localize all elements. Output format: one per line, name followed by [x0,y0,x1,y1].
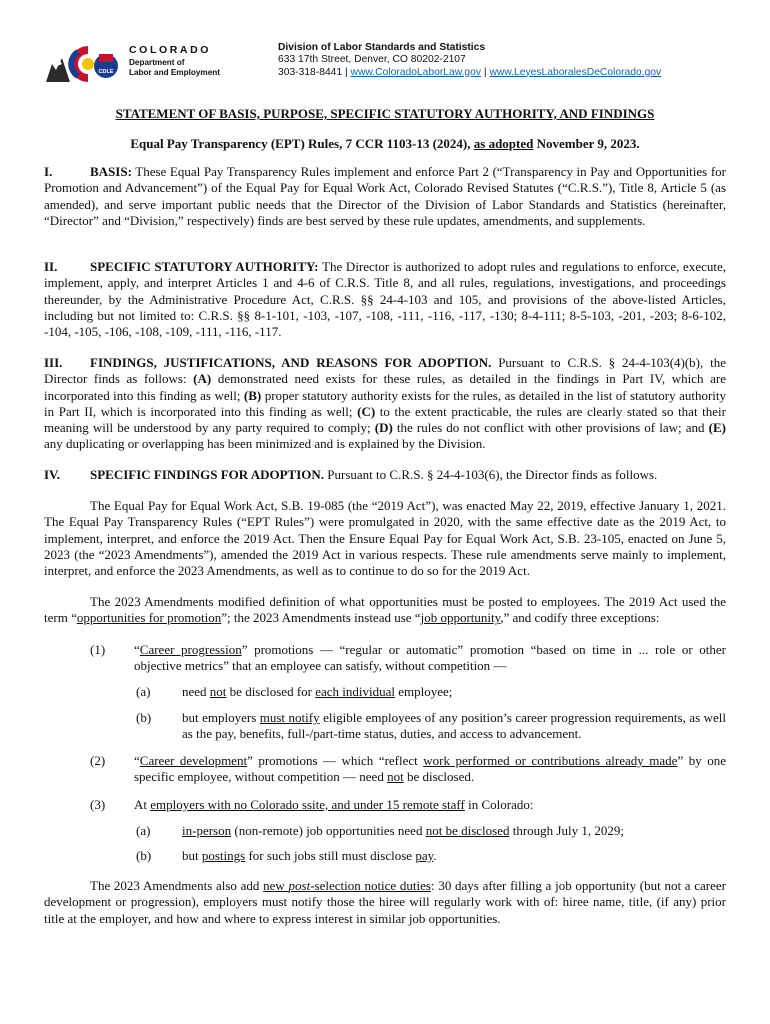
document-title: STATEMENT OF BASIS, PURPOSE, SPECIFIC STATUTORY AUTHORITY, AND FINDINGS [115,106,655,121]
section-body: These Equal Pay Transparency Rules implement and enforce Part 2 (“Transparency in Pay and Opportunities for Promotion and Advancement”) of the Equal Pay for Equal Work Act, Colorado Revised Statutes (“C.R.S.”), Title 8, Article 5 (as amended), and serve important public needs that the Director of the Division of Labor Standards and Statistics (hereinafter, “Director” and “Division,” respectively) finds are best served by these rule updates, amendments, and supplements. [44,164,726,228]
paragraph-2019-act: The Equal Pay for Equal Work Act, S.B. 19-085 (the “2019 Act”), was enacted May 22, 2019, effective January 1, 2021. The Equal Pay Transparency Rules (“EPT Rules”) were promulgated in 2020, with the same effective date as the 2019 Act, to implement, interpret, and enforce the 2019 Act. Then the Ensure Equal Pay for Equal Work Act, S.B. 23-105, enacted on June 5, 2023 (the “2023 Amendments”), amended the 2019 Act in various respects. These rule amendments serve mainly to implement, interpret, and enforce the 2023 Amendments, as well as to continue to do so for the 2019 Act. [44,498,726,579]
division-address: 633 17th Street, Denver, CO 80202-2107 [278,54,466,66]
brand-dept-line2: Labor and Employment [129,67,220,77]
section-heading: FINDINGS, JUSTIFICATIONS, AND REASONS FOR ADOPTION. [90,355,492,370]
separator: | [481,66,490,78]
section-heading: SPECIFIC STATUTORY AUTHORITY: [90,259,319,274]
link-colorado-labor-law[interactable]: www.ColoradoLaborLaw.gov [350,66,482,78]
section-number: II. [44,259,58,274]
phone-number: 303-318-8441 [278,66,343,78]
logo-badge-text: CDLE [98,69,114,75]
section-heading: BASIS: [90,164,132,179]
paragraph-post-selection-notice: The 2023 Amendments also add new post-selection notice duties: 30 days after filling a job opportunity (but not a career development or progression), employers must notify those the hiree will regularly work with of: hiree name, title, (if any) prior title at the employer, and how and where to express interest in similar job opportunities. [44,878,727,926]
section-specific-findings [44,467,726,483]
sub-label: (a) [136,823,151,838]
separator: | [342,66,351,78]
section-number: IV. [44,467,61,482]
section-findings: III. FINDINGS, JUSTIFICATIONS, AND REASONS FOR ADOPTION. Pursuant to C.R.S. § 24-4-103(4)(b), the Director finds as follows: (A) demonstrated need exists for these rules, as detailed in the findings in Part IV, which are incorporated into this finding as well; (B) proper statutory authority exists for the rules, as detailed in the list of statutory authority in Part II, which is incorporated into this finding as well; (C) to the extent practicable, the rules are clearly stated so that their meaning will be understood by any party required to comply; (D) the rules do not conflict with other provisions of law; and (E) any duplicating or overlapping has been minimized and is explained by the Division. [44,355,727,452]
brand-block [129,44,220,77]
sub-item-b [136,710,726,743]
letterhead [44,38,734,88]
contact-block [278,42,661,79]
list-item-career-progression [90,642,726,675]
list-label: (2) [90,753,106,768]
brand-dept-line1: Department of [129,58,185,67]
sub-label: (b) [136,848,152,863]
section-body: The Director is authorized to adopt rules and regulations to enforce, execute, implement, apply, and interpret Articles 1 and 4-6 of C.R.S. Title 8, and all rules, regulations, investigations, and proceedings thereunder, by the Administrative Procedure Act, C.R.S. §§ 24-4-103 and 105, and provisions of the above-listed Articles, including but not limited to: C.R.S. §§ 8-1-101, -103, -107, -108, -111, -116, -117, -130; 8-4-111; 8-5-103, -201, -203; 8-6-102, -104, -105, -106, -108, -109, -111, -116, -117. [44,259,727,340]
sub-item-a [136,823,726,839]
link-leyes-laborales[interactable]: www.LeyesLaboralesDeColorado.gov [489,66,662,78]
list-text: At employers with no Colorado ssite, and under 15 remote staff in Colorado: [134,797,534,812]
sub-text: but employers must notify eligible employees of any position’s career progression requirements, as well as the pay, benefits, full-/part-time status, duties, and access to advancement. [182,710,727,742]
paragraph-2023-amendments: The 2023 Amendments modified definition of what opportunities must be posted to employees. The 2019 Act used the term “opportunities for promotion”; the 2023 Amendments instead use “job opportunity,” and codify three exceptions: [44,594,726,626]
list-text: “Career progression” promotions — “regular or automatic” promotion “based on time in ... role or other objective metrics” that an employee can satisfy, without competition — [134,642,726,674]
section-statutory-authority [44,259,726,340]
sub-item-a [136,684,726,700]
colorado-cdle-logo [44,42,124,86]
sub-text: need not be disclosed for each individual employee; [182,684,453,699]
list-label: (1) [90,642,106,657]
contact-line [278,67,661,79]
section-number: I. [44,164,53,179]
sub-text: but postings for such jobs still must disclose pay. [182,848,437,863]
section-heading: SPECIFIC FINDINGS FOR ADOPTION. [90,467,325,482]
list-item-small-employers [90,797,726,813]
sub-item-b [136,848,726,864]
list-text: “Career development” promotions — which “reflect work performed or contributions already made” by one specific employee, without competition — need not be disclosed. [134,753,726,785]
division-name: Division of Labor Standards and Statistics [278,42,486,53]
section-number: III. [44,355,63,370]
brand-name: COLORADO [129,44,212,56]
document-subtitle: Equal Pay Transparency (EPT) Rules, 7 CCR 1103-13 (2024), as adopted November 9, 2023. [130,136,640,151]
sub-label: (b) [136,710,152,725]
sub-text: in-person (non-remote) job opportunities need not be disclosed through July 1, 2029; [182,823,624,838]
sub-label: (a) [136,684,151,699]
list-item-career-development [90,753,726,786]
section-body: Pursuant to C.R.S. § 24-4-103(6), the Director finds as follows. [324,467,658,482]
section-basis [44,164,726,229]
as-adopted-link[interactable]: as adopted [473,136,534,151]
list-label: (3) [90,797,106,812]
